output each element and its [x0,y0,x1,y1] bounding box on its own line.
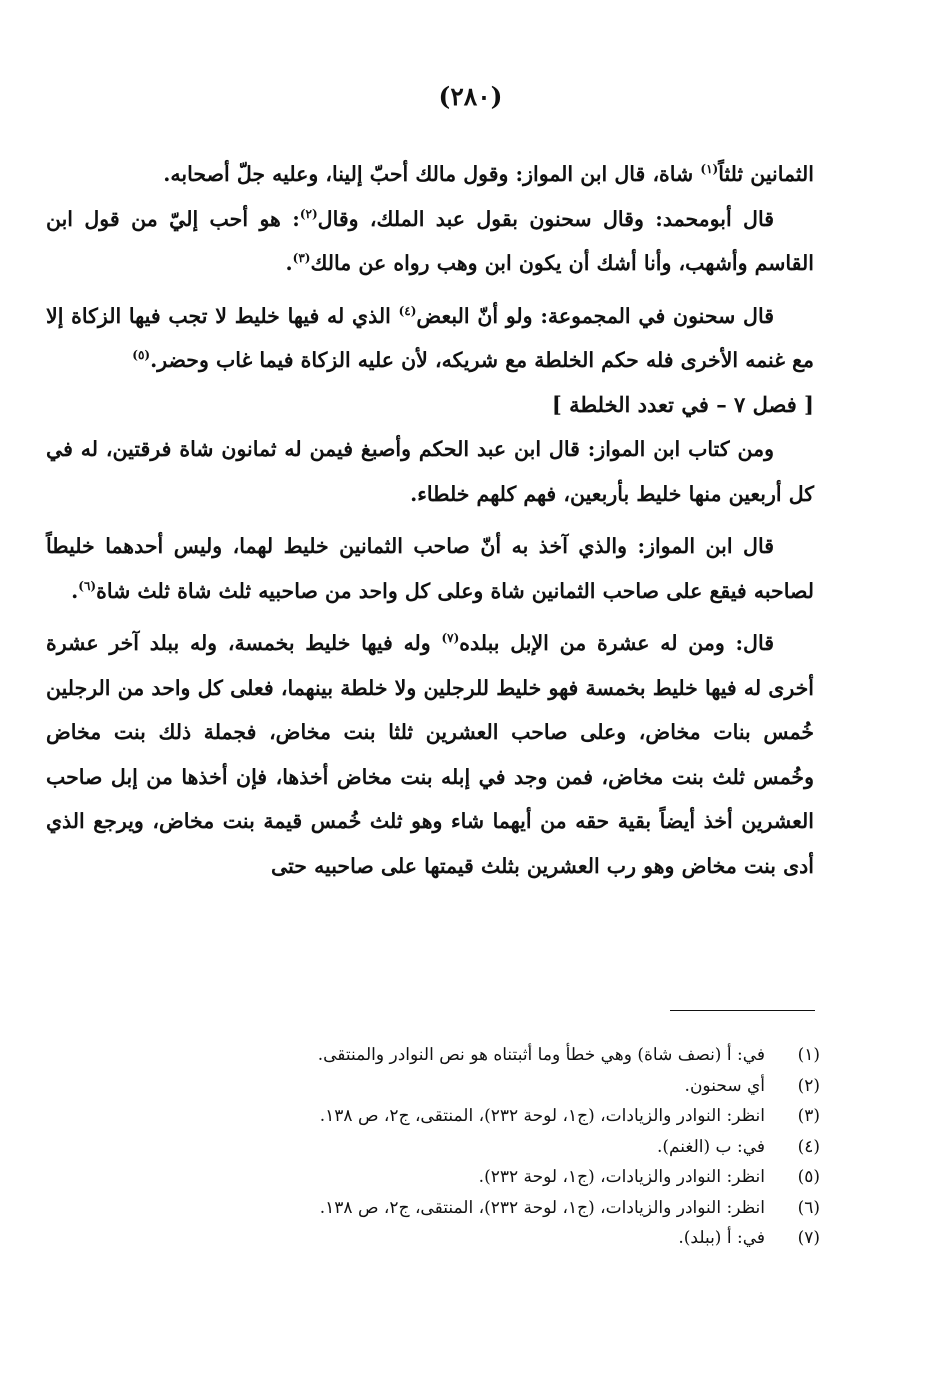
footnote-number: (١) [797,1045,820,1065]
footnote-6 [120,1193,820,1224]
text-run: قال ابن المواز: والذي آخذ به أنّ صاحب الثمانين خليط لهما، وليس أحدهما خليطاً لصاحبه فيقع على صاحب الثمانين شاة وعلى كل واحد من صاحبيه ثلث شاة ثلث شاة [46,534,814,603]
footnotes [120,1040,820,1254]
footnote-3 [120,1101,820,1132]
footnote-ref-2[interactable]: (٢) [299,206,318,221]
footnote-text: أي سحنون. [684,1075,765,1096]
paragraph-4 [46,427,814,516]
footnote-number: (٧) [797,1228,820,1248]
text-run: . [71,578,79,603]
footnote-4 [120,1132,820,1163]
footnote-text: في: أ (نصف شاة) وهي خطأ وما أثبتناه هو نص النوادر والمنتقى. [317,1045,765,1065]
heading-text: [ فصل ٧ – في تعدد الخلطة ] [551,391,814,417]
text-run: قال: ومن له عشرة من الإبل ببلده [459,631,774,655]
footnote-number: (٤) [797,1136,820,1157]
footnote-1 [120,1040,820,1071]
text-run: . [285,251,293,275]
section-heading [46,383,814,428]
footnote-ref-1[interactable]: (١) [700,162,719,177]
paragraph-3 [46,294,814,383]
paragraph-5 [46,524,814,613]
footnote-text: في: أ (ببلد). [678,1228,765,1248]
text-run: قال أبومحمد: وقال سحنون بقول عبد الملك، وقال [317,206,774,231]
footnote-2 [120,1071,820,1102]
text-run: الذي له فيها خليط لا تجب فيها الزكاة إلا مع غنمه الأخرى فله حكم الخلطة مع شريكه، لأن عليه الزكاة فيما غاب وحضر. [46,303,814,372]
footnote-ref-6[interactable]: (٦) [78,578,97,593]
footnote-number: (٢) [797,1075,820,1096]
page-number: (٢٨٠) [438,82,503,111]
footnote-number: (٣) [797,1106,820,1126]
footnote-text: انظر: النوادر والزيادات، (ج١، لوحة ٢٣٢). [478,1167,765,1187]
footnote-ref-4[interactable]: (٤) [398,303,417,318]
footnote-text: انظر: النوادر والزيادات، (ج١، لوحة ٢٣٢)، المنتقى، ج٢، ص ١٣٨. [319,1106,765,1126]
footnote-ref-5[interactable]: (٥) [132,348,151,363]
text-run: : هو أحب إليّ من قول ابن القاسم وأشهب، وأنا أشك أن يكون ابن وهب رواه عن مالك [46,206,814,275]
footnote-7 [120,1223,820,1254]
footnote-5 [120,1162,820,1193]
text-run: شاة، قال ابن المواز: وقول مالك أحبّ إلينا، وعليه جلّ أصحابه. [163,162,701,186]
footnote-ref-7[interactable]: (٧) [441,631,460,646]
text-run: وله فيها خليط بخمسة، وله ببلد آخر عشرة أخرى له فيها خليط بخمسة فهو خليط للرجلين ولا خلطة بينهما، فعلى كل واحد من الرجلين خُمس بنات مخاض، وعلى صاحب العشرين ثلثا بنت مخاض، فجملة ذلك بنت مخاض وخُمس ثلث بنت مخاض، فمن وجد في إبله بنت مخاض أخذها، فإن أخذها من إبل صاحب العشرين أخذ أيضاً بقية حقه من أيهما شاء وهو ثلث خُمس قيمة بنت مخاض، ويرجع الذي أدى بنت مخاض وهو رب العشرين بثلث قيمتها على صاحبيه حتى [46,631,814,878]
paragraph-1 [46,152,814,197]
footnote-number: (٦) [797,1197,820,1218]
paragraph-6 [46,621,814,888]
footnote-number: (٥) [797,1167,820,1187]
footnote-ref-3[interactable]: (٣) [292,251,311,266]
main-text [46,152,814,888]
footnote-text: انظر: النوادر والزيادات، (ج١، لوحة ٢٣٢)، المنتقى، ج٢، ص ١٣٨. [319,1197,765,1218]
text-run: ومن كتاب ابن المواز: قال ابن عبد الحكم وأصبغ فيمن له ثمانون شاة فرقتين، له في كل أربعين منها خليط بأربعين، فهم كلهم خلطاء. [46,437,814,506]
paragraph-2 [46,197,814,286]
text-run: قال سحنون في المجموعة: ولو أنّ البعض [416,303,774,328]
footnote-text: في: ب (الغنم). [656,1136,765,1157]
footnote-separator [670,1010,815,1011]
text-run: الثمانين ثلثاً [718,162,814,186]
